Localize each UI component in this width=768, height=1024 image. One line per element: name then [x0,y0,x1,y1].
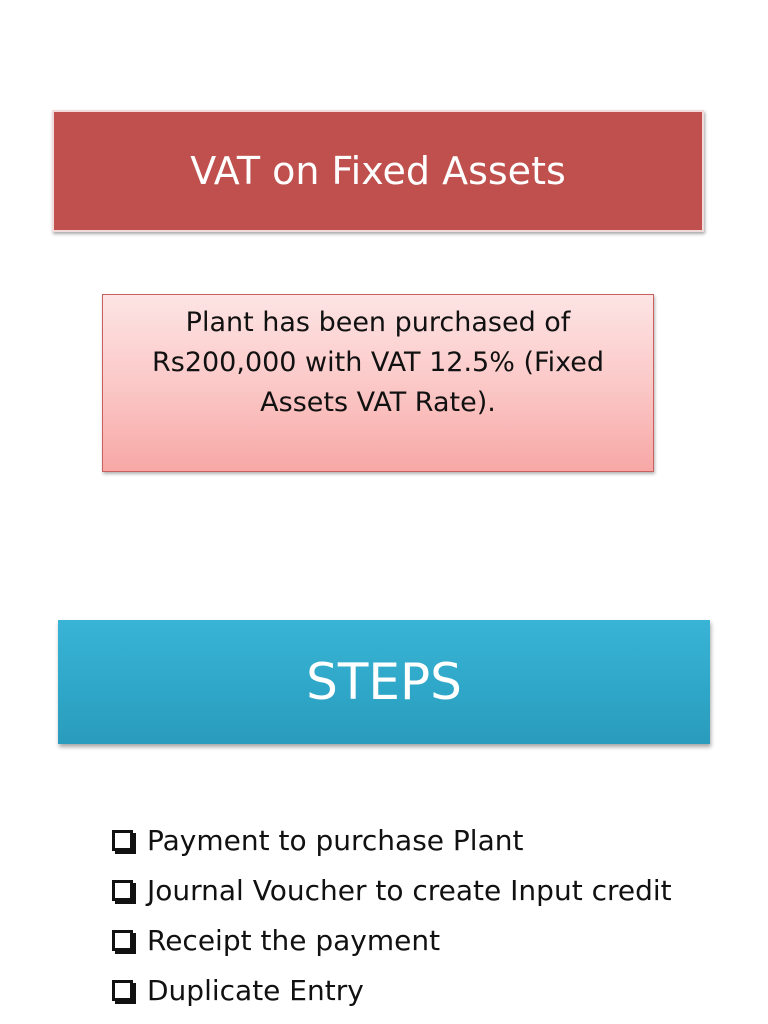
info-line: Rs200,000 with VAT 12.5% (Fixed [152,347,604,378]
list-item [112,965,672,1015]
steps-heading: STEPS [306,653,462,711]
list-item [112,815,672,865]
step-label: Journal Voucher to create Input credit [147,873,672,907]
list-item [112,915,672,965]
steps-list [112,815,672,1015]
step-label: Payment to purchase Plant [147,823,524,857]
step-label: Receipt the payment [147,923,441,957]
step-label: Duplicate Entry [147,973,364,1007]
checkbox-icon [112,880,133,901]
info-box [102,294,654,472]
slide-title: VAT on Fixed Assets [190,149,566,193]
info-line: Assets VAT Rate). [260,387,496,418]
list-item [112,865,672,915]
checkbox-icon [112,830,133,851]
title-banner [52,110,704,232]
checkbox-icon [112,930,133,951]
steps-banner [58,620,710,744]
checkbox-icon [112,980,133,1001]
info-line: Plant has been purchased of [185,307,571,338]
